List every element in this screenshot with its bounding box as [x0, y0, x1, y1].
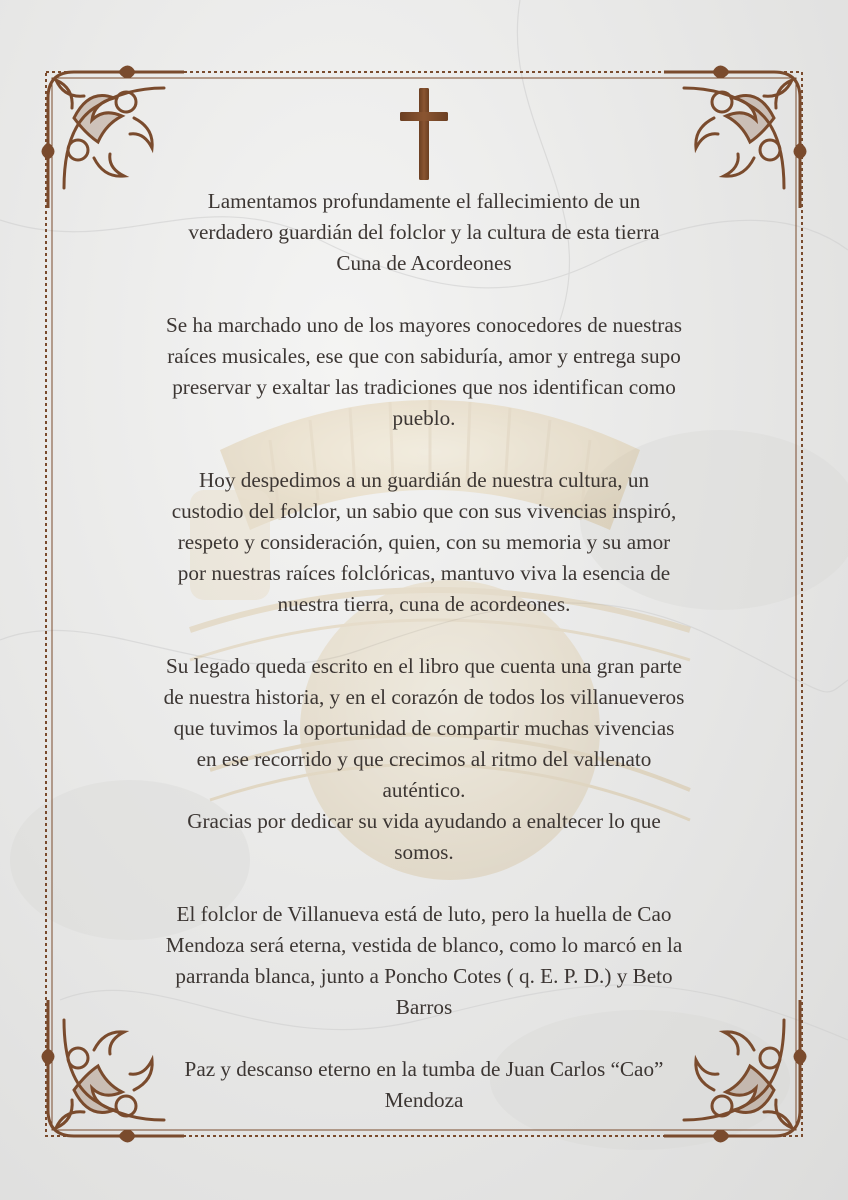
- text-line: que tuvimos la oportunidad de compartir muchas vivencias: [173, 716, 675, 740]
- paragraph-roots: [110, 310, 738, 434]
- text-line: Lamentamos profundamente el fallecimiento de un: [207, 189, 641, 213]
- text-line: custodio del folclor, un sabio que con sus vivencias inspiró,: [171, 499, 677, 523]
- paragraph-legacy: [110, 651, 738, 806]
- text-line: auténtico.: [382, 778, 466, 802]
- paragraph-intro: [110, 186, 738, 279]
- text-line: por nuestras raíces folclóricas, mantuvo viva la esencia de: [177, 561, 671, 585]
- paragraph-mourning: [110, 899, 738, 1023]
- text-line: Barros: [395, 995, 453, 1019]
- paragraph-guardian: [110, 465, 738, 620]
- text-line: El folclor de Villanueva está de luto, pero la huella de Cao: [176, 902, 672, 926]
- text-line: de nuestra historia, y en el corazón de todos los villanueveros: [163, 685, 685, 709]
- text-line: nuestra tierra, cuna de acordeones.: [277, 592, 571, 616]
- text-line: pueblo.: [392, 406, 456, 430]
- cross-icon: [396, 86, 452, 182]
- text-line: parranda blanca, junto a Poncho Cotes ( q. E. P. D.) y Beto: [175, 964, 673, 988]
- condolence-message: [110, 186, 738, 1116]
- text-line: Hoy despedimos a un guardián de nuestra cultura, un: [198, 468, 650, 492]
- text-line: verdadero guardián del folclor y la cultura de esta tierra: [188, 220, 660, 244]
- text-line: Mendoza: [384, 1088, 464, 1112]
- text-line: preservar y exaltar las tradiciones que nos identifican como: [172, 375, 676, 399]
- text-line: Paz y descanso eterno en la tumba de Juan Carlos “Cao”: [184, 1057, 664, 1081]
- paragraph-gratitude: [110, 806, 738, 868]
- text-line: raíces musicales, ese que con sabiduría, amor y entrega supo: [167, 344, 681, 368]
- text-line: Gracias por dedicar su vida ayudando a enaltecer lo que: [187, 809, 661, 833]
- text-line: somos.: [394, 840, 454, 864]
- text-line: respeto y consideración, quien, con su memoria y su amor: [177, 530, 671, 554]
- text-line: Mendoza será eterna, vestida de blanco, como lo marcó en la: [165, 933, 683, 957]
- text-line: Se ha marchado uno de los mayores conocedores de nuestras: [166, 313, 682, 337]
- text-line: Cuna de Acordeones: [336, 251, 512, 275]
- paragraph-rest-in-peace: [110, 1054, 738, 1116]
- text-line: Su legado queda escrito en el libro que cuenta una gran parte: [166, 654, 682, 678]
- text-line: en ese recorrido y que crecimos al ritmo del vallenato: [196, 747, 652, 771]
